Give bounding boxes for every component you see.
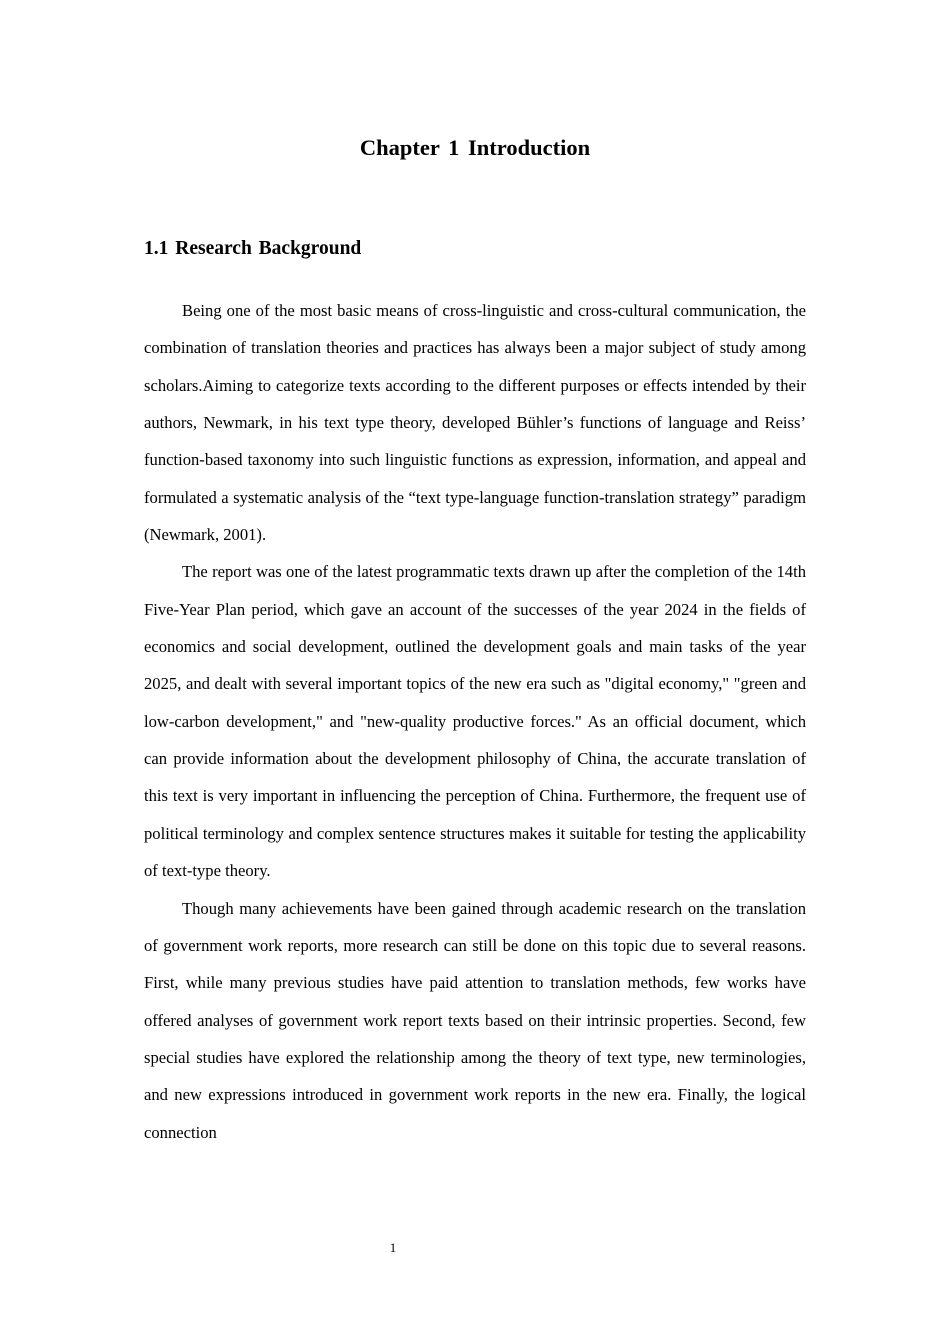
paragraph-1: Being one of the most basic means of cross-linguistic and cross-cultural communication, the combination of translation theories and practices has always been a major subject of study among scholars.Aiming to categorize texts according to the different purposes or effects intended by their authors, Newmark, in his text type theory, developed Bühler’s functions of language and Reiss’ function-based taxonomy into such linguistic functions as expression, information, and appeal and formulated a systematic analysis of the “text type-language function-translation strategy” paradigm (Newmark, 2001). (144, 301, 806, 545)
body-text (144, 292, 806, 1151)
section-heading: 1.1 Research Background (144, 238, 362, 259)
page-number: 1 (389, 1240, 397, 1255)
paragraph-3: Though many achievements have been gained through academic research on the translation of government work reports, more research can still be done on this topic due to several reasons. First, while many previous studies have paid attention to translation methods, few works have offered analyses of government work report texts based on their intrinsic properties. Second, few special studies have explored the relationship among the theory of text type, new terminologies, and new expressions introduced in government work reports in the new era. Finally, the logical connection (144, 898, 806, 1142)
paragraph-2: The report was one of the latest programmatic texts drawn up after the completion of the 14th Five-Year Plan period, which gave an account of the successes of the year 2024 in the fields of economics and social development, outlined the development goals and main tasks of the year 2025, and dealt with several important topics of the new era such as "digital economy," "green and low-carbon development," and "new-quality productive forces." As an official document, which can provide information about the development philosophy of China, the accurate translation of this text is very important in influencing the perception of China. Furthermore, the frequent use of political terminology and complex sentence structures makes it suitable for testing the applicability of text-type theory. (144, 562, 806, 881)
chapter-title: Chapter 1 Introduction (359, 135, 591, 160)
